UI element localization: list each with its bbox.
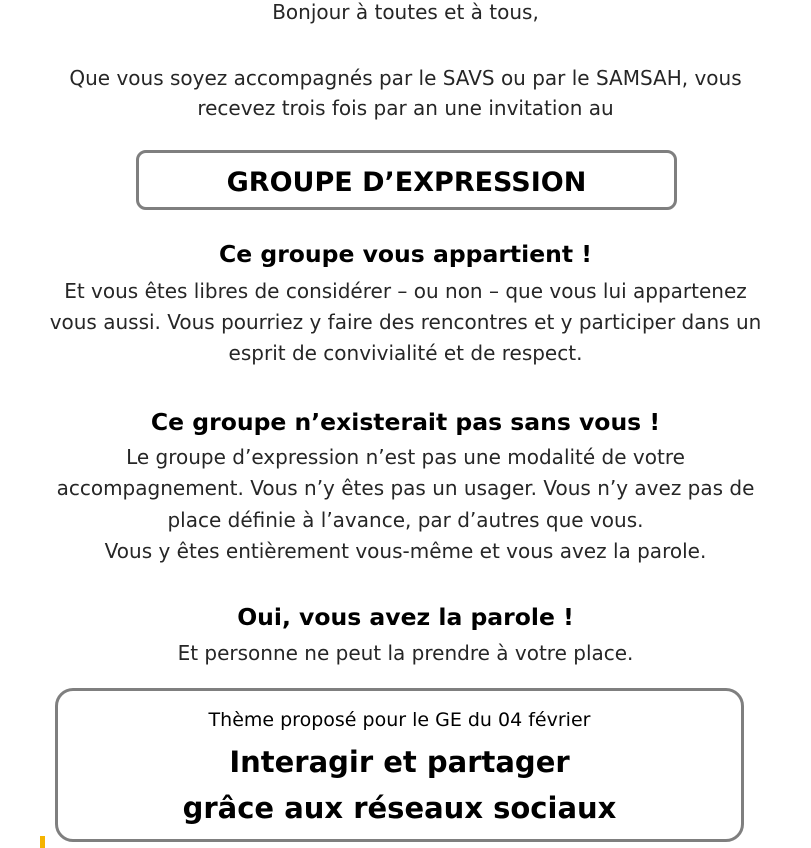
- section-text-line: Le groupe d’expression n’est pas une modalité de votre: [126, 445, 685, 469]
- theme-label: Thème proposé pour le GE du 04 février: [208, 709, 591, 731]
- section-text-line: Vous y êtes entièrement vous-même et vous avez la parole.: [104, 539, 707, 563]
- section-text-line: Et personne ne peut la prendre à votre place.: [177, 641, 634, 665]
- section-text-line: esprit de convivialité et de respect.: [228, 341, 583, 365]
- section-text-line: accompagnement. Vous n’y êtes pas un usager. Vous n’y avez pas de: [56, 476, 755, 500]
- intro-line-2: recevez trois fois par an une invitation au: [197, 96, 614, 120]
- accent-mark: [40, 836, 45, 848]
- title-box: [136, 150, 677, 210]
- section-text-line: Et vous êtes libres de considérer – ou non – que vous lui appartenez: [64, 279, 747, 303]
- section-heading-speak: Oui, vous avez la parole !: [237, 603, 574, 631]
- section-text-line: place définie à l’avance, par d’autres que vous.: [167, 508, 644, 532]
- theme-title-line-1: Interagir et partager: [229, 745, 570, 779]
- theme-box: [55, 688, 744, 842]
- intro-line-1: Que vous soyez accompagnés par le SAVS ou par le SAMSAH, vous: [69, 66, 742, 90]
- greeting: Bonjour à toutes et à tous,: [272, 0, 539, 24]
- section-heading-exists: Ce groupe n’existerait pas sans vous !: [150, 408, 661, 436]
- section-heading-belongs: Ce groupe vous appartient !: [219, 240, 592, 268]
- section-text-line: vous aussi. Vous pourriez y faire des rencontres et y participer dans un: [49, 310, 762, 334]
- theme-title-line-2: grâce aux réseaux sociaux: [182, 791, 617, 825]
- document-title: GROUPE D’EXPRESSION: [226, 167, 587, 198]
